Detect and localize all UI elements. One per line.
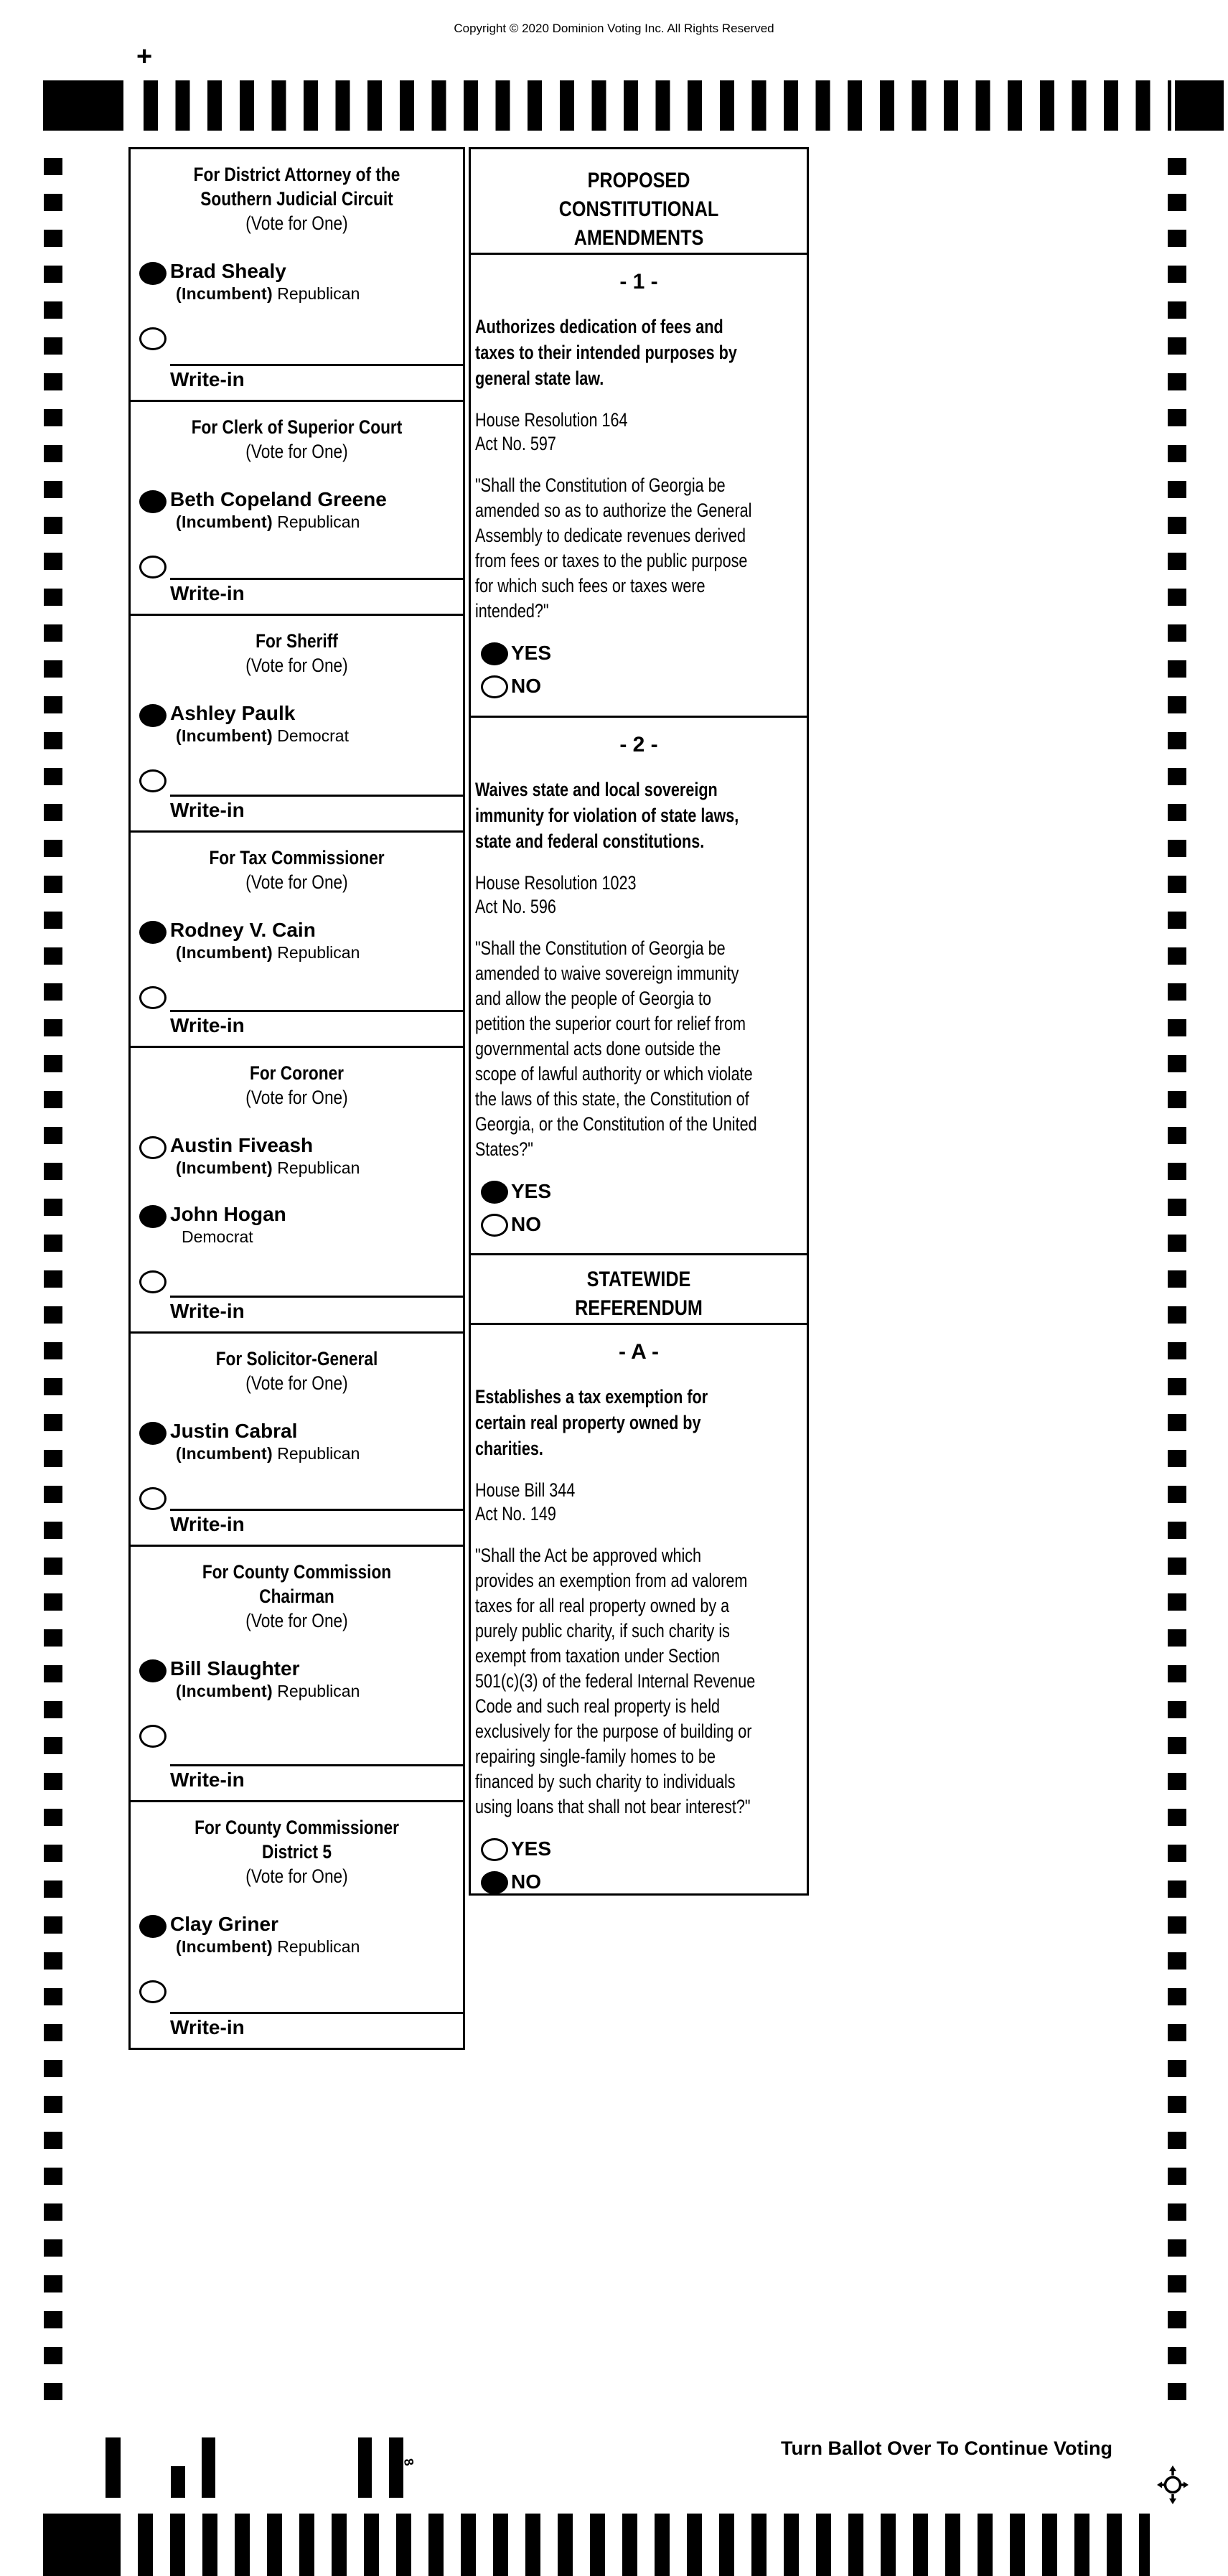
write-in-bubble[interactable]	[139, 1270, 167, 1293]
choice-no-row	[475, 1214, 802, 1235]
contest-title: For Clerk of Superior Court	[191, 416, 403, 438]
ballot-id-mark	[202, 2437, 215, 2498]
contest-title: For County Commissioner District 5	[194, 1817, 399, 1863]
yes-bubble[interactable]	[481, 1838, 508, 1861]
timing-strip-top	[144, 80, 1171, 131]
yes-label: YES	[511, 642, 552, 664]
vote-bubble[interactable]	[139, 704, 167, 727]
candidate-row	[131, 1657, 463, 1702]
candidate-party: Democrat	[182, 1227, 253, 1246]
candidate-name: Justin Cabral	[170, 1420, 298, 1442]
measures-column	[469, 147, 809, 1896]
write-in-bubble[interactable]	[139, 1725, 167, 1748]
candidate-name: Ashley Paulk	[170, 702, 296, 724]
contest-tax-commissioner	[131, 833, 463, 1048]
write-in-bubble[interactable]	[139, 1487, 167, 1510]
candidate-party: Republican	[277, 1682, 360, 1700]
candidate-party: Republican	[277, 1444, 360, 1463]
no-label: NO	[511, 675, 541, 697]
referendum-header-text: STATEWIDE REFERENDUM	[575, 1268, 703, 1320]
contest-title: For Tax Commissioner	[209, 847, 385, 868]
candidate-qualifier: (Incumbent)	[176, 1158, 273, 1177]
vote-for-instruction: (Vote for One)	[245, 1610, 348, 1631]
contest-sheriff	[131, 616, 463, 833]
write-in-bubble[interactable]	[139, 986, 167, 1009]
write-in-area[interactable]	[170, 2012, 463, 2048]
write-in-area[interactable]	[170, 1509, 463, 1545]
vote-bubble[interactable]	[139, 262, 167, 285]
contest-title: For Sheriff	[256, 630, 338, 652]
write-in-label: Write-in	[170, 582, 245, 604]
write-in-area[interactable]	[170, 364, 463, 400]
vote-for-instruction: (Vote for One)	[245, 441, 348, 462]
measure-summary: Establishes a tax exemption for certain real property owned by charities.	[475, 1386, 708, 1459]
ballot-id-mark	[171, 2466, 185, 2498]
vote-bubble[interactable]	[139, 490, 167, 513]
timing-block-bottom-left	[43, 2514, 121, 2576]
referendum-section-header	[469, 1253, 809, 1325]
measure-referendum-a	[469, 1323, 809, 1896]
contest-solicitor-general	[131, 1334, 463, 1547]
measure-question: "Shall the Constitution of Georgia be amended so as to authorize the General Assembly to dedicate revenues derived from fees or taxes to the public purpose for which such fees or taxes were intended?"	[475, 474, 752, 622]
candidate-qualifier: (Incumbent)	[176, 1937, 273, 1956]
candidate-row	[131, 702, 463, 746]
candidate-qualifier: (Incumbent)	[176, 512, 273, 531]
candidate-name: Rodney V. Cain	[170, 919, 316, 941]
candidate-qualifier: (Incumbent)	[176, 1444, 273, 1463]
measure-authority: House Resolution 1023 Act No. 596	[475, 872, 637, 917]
candidate-row	[131, 260, 463, 304]
no-label: NO	[511, 1870, 541, 1893]
candidate-name: Beth Copeland Greene	[170, 488, 387, 510]
measure-authority: House Resolution 164 Act No. 597	[475, 409, 628, 454]
choice-no-row	[475, 675, 802, 697]
write-in-label: Write-in	[170, 1513, 245, 1535]
write-in-area[interactable]	[170, 1010, 463, 1046]
candidate-name: Brad Shealy	[170, 260, 286, 282]
candidate-name: Bill Slaughter	[170, 1657, 300, 1680]
vote-bubble[interactable]	[139, 1136, 167, 1159]
amendments-header-text: PROPOSED CONSTITUTIONAL AMENDMENTS	[558, 169, 719, 250]
yes-bubble[interactable]	[481, 1181, 508, 1204]
contest-county-commissioner-district-5	[131, 1802, 463, 2048]
vote-for-instruction: (Vote for One)	[245, 1865, 348, 1887]
timing-marks-left	[44, 158, 62, 2400]
move-arrows-icon	[1156, 2465, 1190, 2505]
yes-label: YES	[511, 1837, 552, 1860]
write-in-label: Write-in	[170, 1300, 245, 1322]
write-in-label: Write-in	[170, 368, 245, 390]
vote-for-instruction: (Vote for One)	[245, 655, 348, 676]
vote-bubble[interactable]	[139, 921, 167, 944]
vote-bubble[interactable]	[139, 1205, 167, 1228]
candidate-row	[131, 488, 463, 533]
contest-title: For County Commission Chairman	[202, 1561, 392, 1607]
measure-number: - A -	[618, 1340, 660, 1364]
candidate-row	[131, 919, 463, 963]
write-in-bubble[interactable]	[139, 1980, 167, 2003]
vote-for-instruction: (Vote for One)	[245, 212, 348, 234]
no-bubble[interactable]	[481, 1214, 508, 1237]
timing-block-top-right	[1175, 80, 1224, 131]
contest-title: For Solicitor-General	[215, 1348, 378, 1369]
amendments-section-header	[469, 147, 809, 255]
write-in-label: Write-in	[170, 2016, 245, 2038]
candidate-party: Republican	[277, 1937, 360, 1956]
candidate-row	[131, 1203, 463, 1247]
contest-title: For District Attorney of the Southern Judicial Circuit	[193, 164, 400, 210]
write-in-bubble[interactable]	[139, 327, 167, 350]
candidate-row	[131, 1134, 463, 1179]
measure-summary: Authorizes dedication of fees and taxes to their intended purposes by general state law.	[475, 316, 737, 389]
vote-bubble[interactable]	[139, 1422, 167, 1445]
write-in-area[interactable]	[170, 1764, 463, 1800]
contest-clerk-superior-court	[131, 402, 463, 616]
registration-cross-mark: +	[136, 42, 153, 72]
measure-question: "Shall the Constitution of Georgia be amended to waive sovereign immunity and allow the people of Georgia to petition the superior court for relief from governmental acts done outside the scope of lawful authority or which violate the laws of this state, the Constitution of Georgia, or the Constitution of the United States?"	[475, 937, 757, 1160]
candidate-qualifier: (Incumbent)	[176, 943, 273, 962]
no-bubble[interactable]	[481, 1871, 508, 1894]
sequence-mark: 8	[400, 2457, 417, 2468]
yes-label: YES	[511, 1180, 552, 1202]
yes-bubble[interactable]	[481, 642, 508, 665]
timing-strip-bottom	[138, 2514, 1150, 2576]
candidate-name: John Hogan	[170, 1203, 286, 1225]
contest-county-commission-chairman	[131, 1547, 463, 1802]
choice-yes-row	[475, 1838, 802, 1860]
candidate-row	[131, 1420, 463, 1464]
ballot-id-mark	[358, 2437, 372, 2498]
write-in-label: Write-in	[170, 799, 245, 821]
write-in-label: Write-in	[170, 1769, 245, 1791]
write-in-bubble[interactable]	[139, 769, 167, 792]
candidate-party: Republican	[277, 512, 360, 531]
candidate-party: Republican	[277, 943, 360, 962]
measure-number: - 2 -	[619, 733, 658, 757]
write-in-bubble[interactable]	[139, 556, 167, 579]
candidate-party: Democrat	[277, 726, 349, 745]
vote-for-instruction: (Vote for One)	[245, 1087, 348, 1108]
no-label: NO	[511, 1213, 541, 1235]
candidate-party: Republican	[277, 1158, 360, 1177]
write-in-area[interactable]	[170, 578, 463, 614]
measure-authority: House Bill 344 Act No. 149	[475, 1479, 576, 1524]
write-in-area[interactable]	[170, 795, 463, 830]
contest-district-attorney	[131, 149, 463, 402]
contest-column	[128, 147, 465, 2050]
candidate-party: Republican	[277, 284, 360, 303]
no-bubble[interactable]	[481, 675, 508, 698]
candidate-row	[131, 1913, 463, 1957]
copyright-notice: Copyright © 2020 Dominion Voting Inc. All Rights Reserved	[454, 22, 774, 35]
vote-bubble[interactable]	[139, 1915, 167, 1938]
write-in-label: Write-in	[170, 1014, 245, 1036]
measure-question: "Shall the Act be approved which provides an exemption from ad valorem taxes for all real property owned by a purely public charity, if such charity is exempt from taxation under Section 501(c)(3) of the federal Internal Revenue Code and such real property is held exclusively for the purpose of building or repairing single-family homes to be financed by such charity to individuals using loans that shall not bear interest?"	[475, 1545, 756, 1817]
timing-block-top-left	[43, 80, 123, 131]
measure-amendment-1	[469, 253, 809, 718]
turn-ballot-over-instruction: Turn Ballot Over To Continue Voting	[781, 2437, 1112, 2459]
measure-amendment-2	[469, 716, 809, 1255]
contest-coroner	[131, 1048, 463, 1334]
candidate-qualifier: (Incumbent)	[176, 726, 273, 745]
timing-marks-right	[1168, 158, 1186, 2400]
candidate-qualifier: (Incumbent)	[176, 1682, 273, 1700]
write-in-area[interactable]	[170, 1296, 463, 1331]
vote-for-instruction: (Vote for One)	[245, 1372, 348, 1394]
candidate-name: Clay Griner	[170, 1913, 278, 1935]
candidate-name: Austin Fiveash	[170, 1134, 314, 1156]
measure-number: - 1 -	[619, 270, 658, 294]
contest-title: For Coroner	[249, 1062, 345, 1084]
ballot-id-mark	[389, 2437, 403, 2498]
vote-for-instruction: (Vote for One)	[245, 871, 348, 893]
choice-yes-row	[475, 642, 802, 664]
measure-summary: Waives state and local sovereign immunity for violation of state laws, state and federal constitutions.	[475, 779, 739, 852]
candidate-qualifier: (Incumbent)	[176, 284, 273, 303]
vote-bubble[interactable]	[139, 1659, 167, 1682]
ballot-id-mark	[106, 2437, 121, 2498]
choice-no-row	[475, 1871, 802, 1893]
choice-yes-row	[475, 1181, 802, 1202]
